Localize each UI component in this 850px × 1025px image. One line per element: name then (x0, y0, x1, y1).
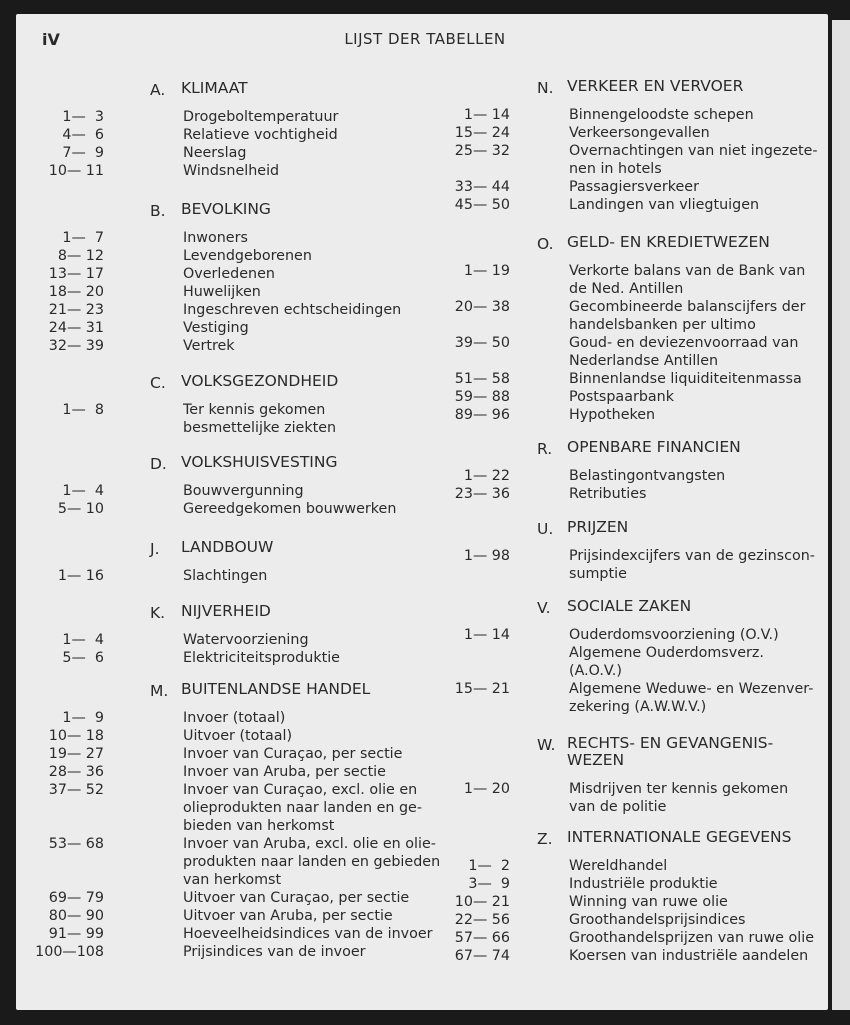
section-title: BUITENLANDSE HANDEL (181, 680, 371, 698)
table-range: 1— 22 (463, 468, 510, 484)
section-title: NIJVERHEID (181, 602, 271, 620)
table-title: Gereedgekomen bouwwerken (183, 501, 397, 517)
table-range: 5— 10 (57, 501, 104, 517)
table-entry (0, 406, 850, 424)
table-range: 10— 11 (48, 163, 104, 179)
table-title: Levendgeborenen (183, 248, 312, 264)
table-title: Algemene Weduwe- en Wezenver- zekering (A.W.W.V.) (569, 681, 814, 715)
table-range: 19— 27 (48, 746, 104, 762)
table-range: 21— 23 (48, 302, 104, 318)
section-title: GELD- EN KREDIETWEZEN (567, 233, 770, 251)
table-range: 1— 20 (463, 781, 510, 797)
table-title: Binnenlandse liquiditeitenmassa (569, 371, 802, 387)
table-title: Invoer (totaal) (183, 710, 286, 726)
table-entry (0, 547, 850, 583)
page-number: iV (42, 30, 60, 49)
table-entry (0, 124, 850, 142)
table-range: 1— 9 (62, 710, 104, 726)
table-range: 1— 2 (468, 858, 510, 874)
table-title: Elektriciteitsproduktie (183, 650, 340, 666)
section-verkeer (0, 78, 850, 214)
table-range: 5— 6 (62, 650, 104, 666)
table-title: Invoer van Curaçao, per sectie (183, 746, 403, 762)
table-range: 67— 74 (454, 948, 510, 964)
table-title: Invoer van Aruba, per sectie (183, 764, 386, 780)
table-range: 32— 39 (48, 338, 104, 354)
table-title: Goud- en deviezenvoorraad van Nederlandse Antillen (569, 335, 799, 369)
section-title: VERKEER EN VERVOER (567, 77, 744, 95)
table-title: Invoer van Aruba, excl. olie en olie- produkten naar landen en gebieden van herkomst (183, 836, 441, 888)
table-title: Ingeschreven echtscheidingen (183, 302, 402, 318)
section-letter: Z. (537, 830, 553, 848)
table-range: 7— 9 (62, 145, 104, 161)
section-letter: O. (537, 235, 554, 253)
table-range: 4— 6 (62, 127, 104, 143)
table-entry (0, 262, 850, 298)
section-openbare (0, 439, 850, 503)
table-entry (0, 467, 850, 485)
table-title: Gecombineerde balanscijfers der handelsbanken per ultimo (569, 299, 806, 333)
table-range: 91— 99 (48, 926, 104, 942)
section-letter: W. (537, 736, 556, 754)
table-range: 28— 36 (48, 764, 104, 780)
table-entry (0, 644, 850, 680)
table-entry (0, 626, 850, 644)
section-letter: D. (150, 455, 167, 473)
table-entry (0, 893, 850, 911)
section-geld (0, 234, 850, 424)
section-sociale (0, 598, 850, 716)
table-range: 18— 20 (48, 284, 104, 300)
table-title: Prijsindexcijfers van de gezinscon- sumptie (569, 548, 815, 582)
table-range: 23— 36 (454, 486, 510, 502)
section-prijzen (0, 519, 850, 583)
table-title: Landingen van vliegtuigen (569, 197, 760, 213)
section-heading (0, 78, 850, 106)
table-title: Relatieve vochtigheid (183, 127, 338, 143)
table-title: Ter kennis gekomen besmettelijke ziekten (183, 402, 337, 436)
table-range: 1— 19 (463, 263, 510, 279)
section-title: INTERNATIONALE GEGEVENS (567, 828, 792, 846)
table-range: 39— 50 (454, 335, 510, 351)
section-title: VOLKSGEZONDHEID (181, 372, 339, 390)
section-heading (0, 519, 850, 547)
table-range: 1— 16 (57, 568, 104, 584)
section-title: OPENBARE FINANCIEN (567, 438, 741, 456)
table-range: 100—108 (35, 944, 104, 960)
table-entry (0, 388, 850, 406)
table-title: Prijsindices van de invoer (183, 944, 366, 960)
section-rechts (0, 735, 850, 816)
table-entry (0, 298, 850, 334)
section-title: LANDBOUW (181, 538, 274, 556)
table-title: Huwelijken (183, 284, 261, 300)
section-title: BEVOLKING (181, 200, 271, 218)
table-range: 15— 24 (454, 125, 510, 141)
section-heading (0, 735, 850, 780)
table-range: 1— 14 (463, 107, 510, 123)
table-range: 33— 44 (454, 179, 510, 195)
table-title: Verkorte balans van de Bank van de Ned. Antillen (569, 263, 806, 297)
table-title: Hypotheken (569, 407, 656, 423)
section-title: KLIMAAT (181, 79, 248, 97)
table-entry (0, 196, 850, 214)
table-range: 37— 52 (48, 782, 104, 798)
table-title: Binnengeloodste schepen (569, 107, 754, 123)
table-title: Koersen van industriële aandelen (569, 948, 809, 964)
table-range: 69— 79 (48, 890, 104, 906)
table-title: Vertrek (183, 338, 235, 354)
table-range: 1— 4 (62, 483, 104, 499)
table-title: Neerslag (183, 145, 247, 161)
table-entry (0, 485, 850, 503)
section-heading (0, 829, 850, 857)
table-entry (0, 947, 850, 965)
table-title: Groothandelsprijsindices (569, 912, 746, 928)
section-letter: B. (150, 202, 166, 220)
table-range: 24— 31 (48, 320, 104, 336)
section-title: RECHTS- EN GEVANGENIS- WEZEN (567, 734, 774, 769)
table-range: 13— 17 (48, 266, 104, 282)
table-range: 59— 88 (454, 389, 510, 405)
section-letter: A. (150, 81, 166, 99)
table-range: 57— 66 (454, 930, 510, 946)
table-range: 22— 56 (454, 912, 510, 928)
table-range: 53— 68 (48, 836, 104, 852)
table-title: Passagiersverkeer (569, 179, 699, 195)
table-title: Algemene Ouderdomsverz. (A.O.V.) (569, 645, 764, 679)
table-range: 51— 58 (454, 371, 510, 387)
table-title: Vestiging (183, 320, 249, 336)
section-internationale (0, 829, 850, 965)
section-heading (0, 439, 850, 467)
section-letter: V. (537, 599, 551, 617)
table-title: Windsnelheid (183, 163, 280, 179)
table-entry (0, 929, 850, 947)
section-letter: C. (150, 374, 166, 392)
table-range: 80— 90 (48, 908, 104, 924)
table-title: Postspaarbank (569, 389, 675, 405)
table-title: Verkeersongevallen (569, 125, 710, 141)
table-title: Slachtingen (183, 568, 268, 584)
table-range: 1— 4 (62, 632, 104, 648)
table-range: 8— 12 (57, 248, 104, 264)
section-letter: N. (537, 79, 554, 97)
table-title: Drogeboltemperatuur (183, 109, 339, 125)
table-title: Wereldhandel (569, 858, 668, 874)
section-letter: R. (537, 440, 553, 458)
table-entry (0, 857, 850, 875)
table-title: Ouderdomsvoorziening (O.V.) (569, 627, 779, 643)
table-range: 25— 32 (454, 143, 510, 159)
section-letter: U. (537, 520, 554, 538)
table-title: Uitvoer van Curaçao, per sectie (183, 890, 410, 906)
table-entry (0, 780, 850, 816)
table-range: 3— 9 (468, 876, 510, 892)
table-title: Belastingontvangsten (569, 468, 726, 484)
table-range: 1— 14 (463, 627, 510, 643)
section-heading (0, 598, 850, 626)
table-range: 20— 38 (454, 299, 510, 315)
table-title: Overledenen (183, 266, 275, 282)
table-title: Groothandelsprijzen van ruwe olie (569, 930, 815, 946)
table-title: Watervoorziening (183, 632, 309, 648)
table-range: 1— 8 (62, 402, 104, 418)
section-heading (0, 234, 850, 262)
table-title: Misdrijven ter kennis gekomen van de politie (569, 781, 789, 815)
table-entry (0, 370, 850, 388)
table-title: Winning van ruwe olie (569, 894, 728, 910)
section-title: SOCIALE ZAKEN (567, 597, 692, 615)
table-title: Industriële produktie (569, 876, 718, 892)
table-range: 10— 21 (454, 894, 510, 910)
section-letter: M. (150, 682, 169, 700)
table-title: Bouwvergunning (183, 483, 304, 499)
table-entry (0, 178, 850, 196)
table-range: 1— 98 (463, 548, 510, 564)
table-entry (0, 334, 850, 370)
table-range: 89— 96 (454, 407, 510, 423)
table-range: 1— 7 (62, 230, 104, 246)
table-entry (0, 875, 850, 893)
section-letter: K. (150, 604, 166, 622)
table-entry (0, 911, 850, 929)
table-title: Uitvoer (totaal) (183, 728, 293, 744)
table-range: 10— 18 (48, 728, 104, 744)
table-entry (0, 106, 850, 124)
table-entry (0, 142, 850, 178)
table-title: Inwoners (183, 230, 248, 246)
table-title: Retributies (569, 486, 647, 502)
table-title: Hoeveelheidsindices van de invoer (183, 926, 433, 942)
table-range: 15— 21 (454, 681, 510, 697)
table-entry (0, 680, 850, 716)
table-title: Overnachtingen van niet ingezete- nen in hotels (569, 143, 818, 177)
page-title: LIJST DER TABELLEN (344, 30, 506, 48)
section-title: VOLKSHUISVESTING (181, 453, 338, 471)
section-letter: J. (150, 540, 160, 558)
section-title: PRIJZEN (567, 518, 629, 536)
table-range: 45— 50 (454, 197, 510, 213)
table-title: Invoer van Curaçao, excl. olie en olieprodukten naar landen en ge- bieden van herkomst (183, 782, 423, 834)
table-range: 1— 3 (62, 109, 104, 125)
table-title: Uitvoer van Aruba, per sectie (183, 908, 393, 924)
